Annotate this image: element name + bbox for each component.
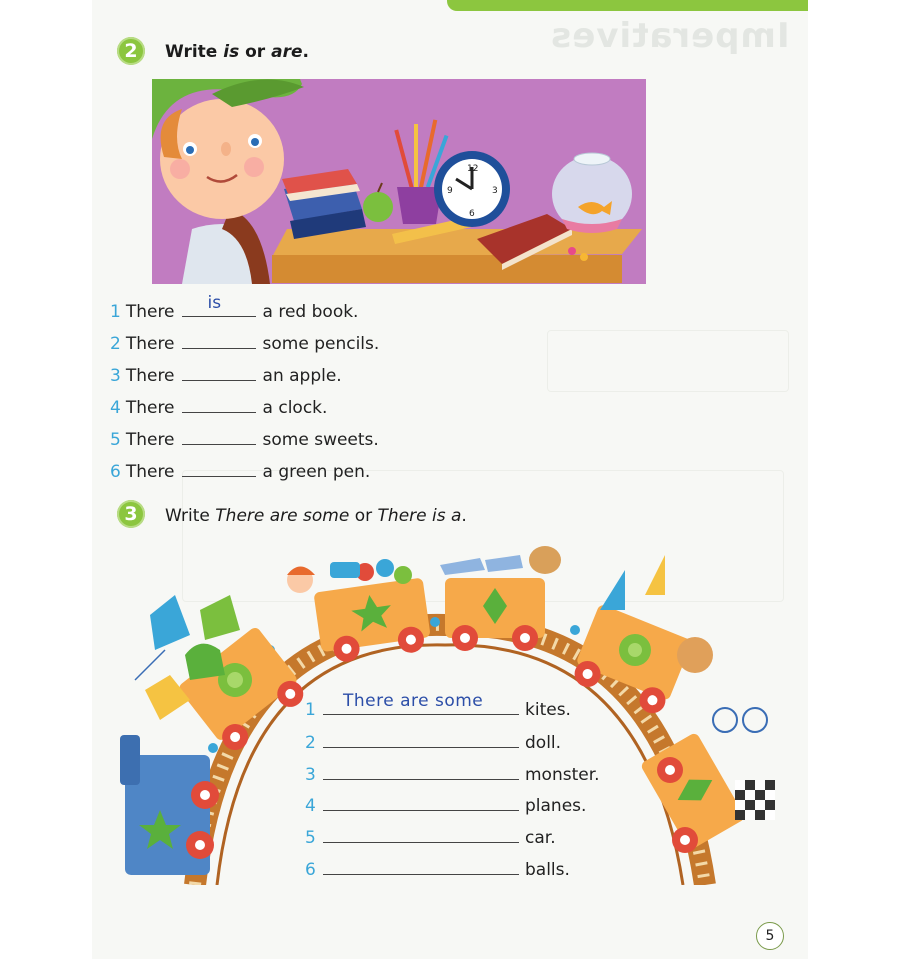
toy-car <box>330 562 360 578</box>
answer-blank[interactable] <box>323 820 519 843</box>
boat-icon <box>645 555 665 595</box>
toy-dog <box>529 546 561 574</box>
boat-icon <box>600 570 625 610</box>
answer-blank[interactable] <box>182 424 256 445</box>
kite-icon <box>145 675 190 720</box>
exercise-3-item: 5 car. <box>305 822 556 848</box>
kite-icon <box>200 595 240 640</box>
exercise-3-item: 4 planes. <box>305 790 586 816</box>
svg-text:3: 3 <box>492 186 498 196</box>
exercise-2-number: 2 <box>117 37 145 65</box>
exercise-3-item: 6 balls. <box>305 854 570 880</box>
train-engine <box>120 735 219 875</box>
svg-text:12: 12 <box>467 164 479 174</box>
exercise-3-number: 3 <box>117 500 145 528</box>
bleed-through-box <box>547 330 789 392</box>
kite-icon <box>150 595 190 650</box>
plane-icon <box>485 555 523 572</box>
page-number: 5 <box>756 922 784 950</box>
exercise-2-item: 3 There an apple. <box>110 360 342 386</box>
answer-blank[interactable]: is <box>182 296 256 317</box>
exercise-2-item: 6 There a green pen. <box>110 456 370 482</box>
answer-blank[interactable] <box>323 757 519 780</box>
exercise-2-title: Write is or are. <box>165 42 309 62</box>
exercise-2-item: 4 There a clock. <box>110 392 327 418</box>
monster <box>185 644 225 680</box>
teddy-bear <box>677 637 713 673</box>
answer-blank[interactable] <box>182 328 256 349</box>
book-stack <box>282 169 366 239</box>
answer-blank[interactable] <box>182 360 256 381</box>
ball <box>376 559 394 577</box>
answer-blank[interactable] <box>323 725 519 748</box>
exercise-2-item: 2 There some pencils. <box>110 328 379 354</box>
header-bar <box>447 0 808 11</box>
bicycle-icon <box>713 708 737 732</box>
answer-blank[interactable] <box>182 456 256 477</box>
exercise-3-item: 1 There are some kites. <box>305 691 571 720</box>
ball <box>394 566 412 584</box>
svg-text:9: 9 <box>447 186 453 196</box>
plane-icon <box>440 558 485 575</box>
answer-blank[interactable] <box>323 788 519 811</box>
apple <box>363 192 393 222</box>
exercise-2-item: 5 There some sweets. <box>110 424 379 450</box>
exercise-3-title: Write There are some or There is a. <box>165 506 467 526</box>
exercise-3-item: 3 monster. <box>305 759 600 785</box>
exercise-3-item: 2 doll. <box>305 727 561 753</box>
clock <box>434 151 510 227</box>
answer-blank[interactable] <box>182 392 256 413</box>
answer-blank[interactable] <box>323 852 519 875</box>
classroom-illustration <box>152 79 646 284</box>
wagon-planes <box>445 578 545 651</box>
svg-text:6: 6 <box>469 209 475 219</box>
exercise-2-item: 1 There is a red book. <box>110 293 359 322</box>
bleed-through-title: Imperatives <box>550 16 790 56</box>
answer-blank[interactable]: There are some <box>323 692 519 715</box>
